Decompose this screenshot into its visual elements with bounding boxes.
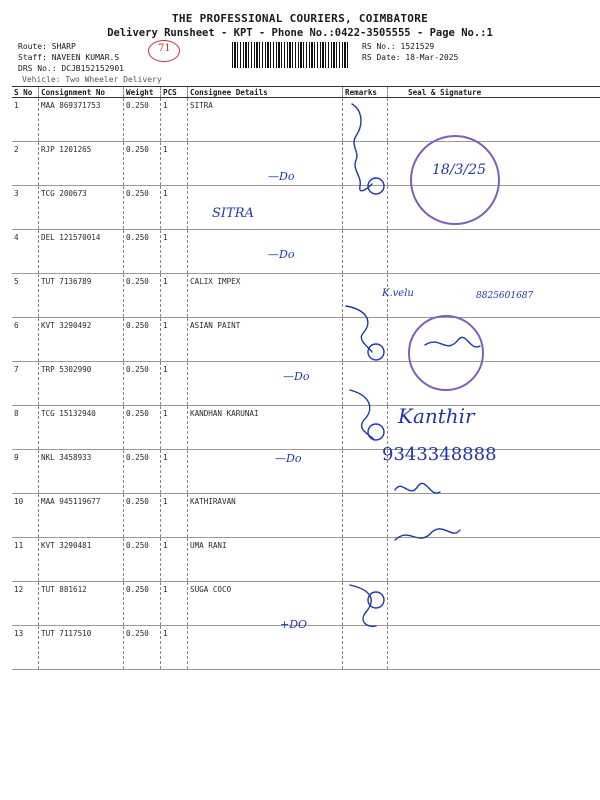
cell-pcs: 1 <box>161 582 188 626</box>
cell-sno: 4 <box>12 230 39 274</box>
col-sno: S No <box>12 87 39 98</box>
cell-consignee: SITRA <box>188 98 343 142</box>
circled-count: 71 <box>158 43 171 54</box>
handwritten-kathir: Kanthir <box>398 404 475 428</box>
cell-cn: KVT 3290492 <box>39 318 124 362</box>
route-label: Route: SHARP <box>18 42 76 51</box>
cell-consignee: CALIX IMPEX <box>188 274 343 318</box>
cell-pcs: 1 <box>161 98 188 142</box>
cell-wt: 0.250 <box>124 494 161 538</box>
cell-pcs: 1 <box>161 626 188 670</box>
runsheet-subtitle: Delivery Runsheet - KPT - Phone No.:0422-3505555 - Page No.:1 <box>107 27 493 39</box>
cell-consignee: SUGA COCO <box>188 582 343 626</box>
col-pcs: PCS <box>161 87 188 98</box>
signature-scrawl-3 <box>395 529 460 540</box>
remarks-bracket-1 <box>352 104 372 191</box>
handwritten-do-5: +DO <box>280 618 308 631</box>
cell-wt: 0.250 <box>124 318 161 362</box>
handwritten-do-3: —Do <box>283 370 310 383</box>
handwritten-sitra-note: SITRA <box>212 206 254 221</box>
cell-wt: 0.250 <box>124 538 161 582</box>
cell-wt: 0.250 <box>124 582 161 626</box>
cell-sno: 7 <box>12 362 39 406</box>
cell-wt: 0.250 <box>124 186 161 230</box>
cell-wt: 0.250 <box>124 450 161 494</box>
remarks-circle-4 <box>368 592 384 608</box>
cell-cn: DEL 121570014 <box>39 230 124 274</box>
stamp-handwritten-date: 18/3/25 <box>432 162 486 178</box>
cell-pcs: 1 <box>161 142 188 186</box>
cell-cn: TUT 7117510 <box>39 626 124 670</box>
signature-scrawl-2 <box>395 483 440 493</box>
cell-sno: 11 <box>12 538 39 582</box>
cell-pcs: 1 <box>161 274 188 318</box>
col-consignment: Consignment No <box>39 87 124 98</box>
drs-label: DRS No.: DCJB152152901 <box>18 64 124 73</box>
col-consignee: Consignee Details <box>188 87 343 98</box>
cell-wt: 0.250 <box>124 626 161 670</box>
cell-sno: 1 <box>12 98 39 142</box>
col-weight: Weight <box>124 87 161 98</box>
cell-cn: TUT 7136789 <box>39 274 124 318</box>
cell-consignee: KANDHAN KARUNAI <box>188 406 343 450</box>
cell-pcs: 1 <box>161 494 188 538</box>
cell-pcs: 1 <box>161 362 188 406</box>
remarks-bracket-3 <box>350 390 374 440</box>
cell-cn: TCG 200673 <box>39 186 124 230</box>
cell-pcs: 1 <box>161 230 188 274</box>
cell-sno: 8 <box>12 406 39 450</box>
cell-pcs: 1 <box>161 406 188 450</box>
remarks-circle-3 <box>368 424 384 440</box>
cell-cn: NKL 3458933 <box>39 450 124 494</box>
staff-label: Staff: NAVEEN KUMAR.S <box>18 53 120 62</box>
handwritten-do-2: —Do <box>268 248 295 261</box>
cell-cn: TCG 15132940 <box>39 406 124 450</box>
company-seal-stamp <box>410 135 500 225</box>
cell-consignee: KATHIRAVAN <box>188 494 343 538</box>
vehicle-label: Vehicle: Two Wheeler Delivery <box>22 75 162 84</box>
company-title: THE PROFESSIONAL COURIERS, COIMBATORE <box>171 12 429 25</box>
cell-wt: 0.250 <box>124 230 161 274</box>
cell-wt: 0.250 <box>124 406 161 450</box>
cell-sno: 9 <box>12 450 39 494</box>
cell-wt: 0.250 <box>124 274 161 318</box>
col-remarks: Remarks <box>343 87 388 98</box>
cell-wt: 0.250 <box>124 362 161 406</box>
cell-sno: 6 <box>12 318 39 362</box>
cell-consignee: UMA RANI <box>188 538 343 582</box>
cell-sno: 2 <box>12 142 39 186</box>
cell-pcs: 1 <box>161 186 188 230</box>
cell-sno: 10 <box>12 494 39 538</box>
cell-cn: RJP 1201265 <box>39 142 124 186</box>
cell-wt: 0.250 <box>124 98 161 142</box>
rs-number: RS No.: 1521529 <box>362 42 435 51</box>
cell-pcs: 1 <box>161 538 188 582</box>
handwritten-phone-2: 9343348888 <box>382 444 497 465</box>
cell-pcs: 1 <box>161 318 188 362</box>
rs-date: RS Date: 18-Mar-2025 <box>362 53 459 62</box>
handwritten-do-4: —Do <box>275 452 302 465</box>
cell-cn: MAA 869371753 <box>39 98 124 142</box>
asian-paint-seal-stamp <box>408 315 484 391</box>
cell-sno: 12 <box>12 582 39 626</box>
cell-pcs: 1 <box>161 450 188 494</box>
cell-consignee: ASIAN PAINT <box>188 318 343 362</box>
cell-cn: MAA 945119677 <box>39 494 124 538</box>
cell-cn: KVT 3290481 <box>39 538 124 582</box>
col-seal: Seal & Signature <box>388 87 600 98</box>
cell-wt: 0.250 <box>124 142 161 186</box>
cell-cn: TRP 5302990 <box>39 362 124 406</box>
remarks-bracket-2 <box>346 306 372 352</box>
remarks-circle-2 <box>368 344 384 360</box>
cell-sno: 3 <box>12 186 39 230</box>
handwritten-do-1: —Do <box>268 170 295 183</box>
handwritten-phone-1: 8825601687 <box>476 291 534 301</box>
handwritten-kvelu: K.velu <box>382 288 414 299</box>
remarks-bracket-4 <box>350 585 376 626</box>
cell-sno: 13 <box>12 626 39 670</box>
cell-cn: TUT 881612 <box>39 582 124 626</box>
cell-sno: 5 <box>12 274 39 318</box>
